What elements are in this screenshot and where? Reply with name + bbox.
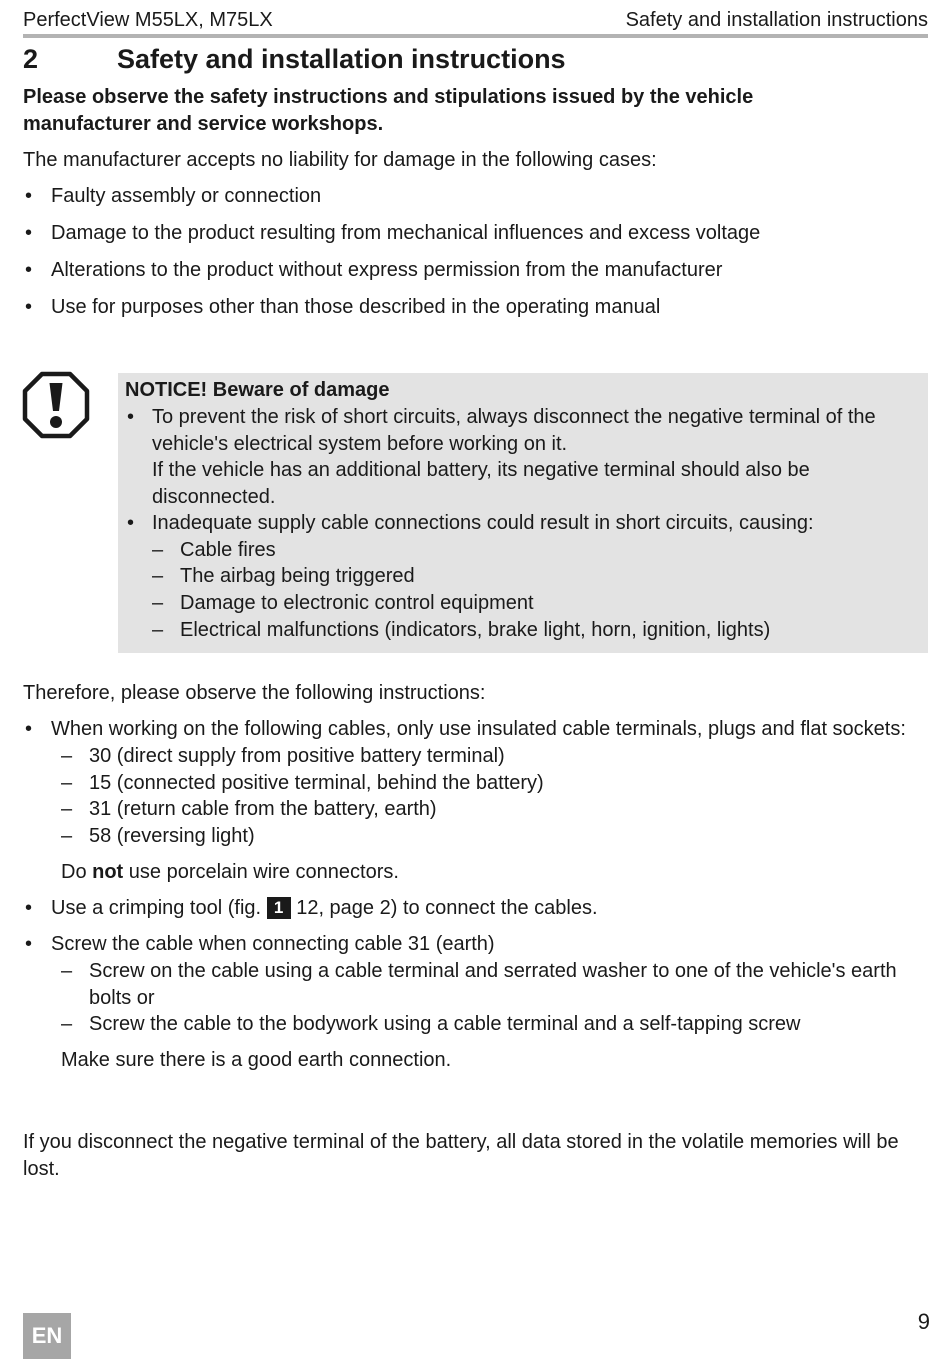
list-item: • Use for purposes other than those described in the operating manual [23,294,928,321]
closing-paragraph: If you disconnect the negative terminal of the battery, all data stored in the volatile memories will be lost. [23,1131,899,1180]
list-item: • Alterations to the product without express permission from the manufacturer [23,257,928,284]
porcelain-note-post: use porcelain wire connectors. [123,860,399,883]
cable-item: – 31 (return cable from the battery, earth) [61,796,928,823]
header-chapter: Safety and installation instructions [625,9,928,31]
warning-octagon-icon [22,371,90,439]
cable-item: – 58 (reversing light) [61,823,928,850]
earth-options-list [61,958,928,1038]
list-item-text: • When working on the following cables, only use insulated cable terminals, plugs and flat sockets: [51,718,906,740]
page-number: 9 [917,1309,930,1334]
list-item [23,716,928,886]
notice-item-text: • To prevent the risk of short circuits, always disconnect the negative terminal of the vehicle's electrical system before working on it. [152,406,876,455]
list-item: • Faulty assembly or connection [23,183,928,210]
notice-item [125,404,920,510]
notice-sublist [152,537,920,644]
notice-subitem: – Cable fires [152,537,920,564]
instructions-list [23,716,928,1074]
list-item-text: • Screw the cable when connecting cable 31 (earth) [51,932,495,955]
notice-item-text: If the vehicle has an additional battery, its negative terminal should also be disconnected. [152,459,810,508]
porcelain-note-pre: Do [61,860,93,883]
section-heading [23,42,566,76]
notice-list [125,404,920,643]
header-product: PerfectView M55LX, M75LX [23,9,273,31]
cable-item: – 15 (connected positive terminal, behind the battery) [61,770,928,797]
crimp-text-pre: Use a crimping tool (fig. [51,896,267,919]
earth-option: – Screw the cable to the bodywork using a cable terminal and a self-tapping screw [61,1011,928,1038]
porcelain-note-emphasis: not [92,860,124,883]
list-item: • Damage to the product resulting from mechanical influences and excess voltage [23,220,928,247]
notice-item-text: • Inadequate supply cable connections could result in short circuits, causing: [152,512,814,534]
list-item [23,895,928,922]
notice-subitem: – Damage to electronic control equipment [152,590,920,617]
porcelain-note [51,859,928,886]
liability-intro: The manufacturer accepts no liability for damage in the following cases: [23,149,657,171]
lead-paragraph: Please observe the safety instructions and stipulations issued by the vehicle manufacturer and service workshops. [23,86,754,135]
list-item [23,931,928,1074]
language-badge: EN [23,1313,71,1359]
cable-item: – 30 (direct supply from positive battery terminal) [61,743,928,770]
notice-subitem: – The airbag being triggered [152,563,920,590]
notice-subitem: – Electrical malfunctions (indicators, brake light, horn, ignition, lights) [152,617,920,644]
instructions-intro: Therefore, please observe the following instructions: [23,682,486,704]
liability-list [23,183,928,331]
earth-note: Make sure there is a good earth connection. [61,1048,452,1071]
page-header [23,6,928,38]
crimp-text-post: 12, page 2) to connect the cables. [290,896,598,919]
figure-reference-badge: 1 [267,897,291,919]
earth-option: – Screw on the cable using a cable terminal and serrated washer to one of the vehicle's earth bolts or [61,958,928,1011]
cable-list [61,743,928,850]
section-number: 2 [23,44,39,74]
notice-item [125,510,920,643]
section-title: Safety and installation instructions [117,44,566,74]
notice-title: NOTICE! Beware of damage [125,379,390,401]
